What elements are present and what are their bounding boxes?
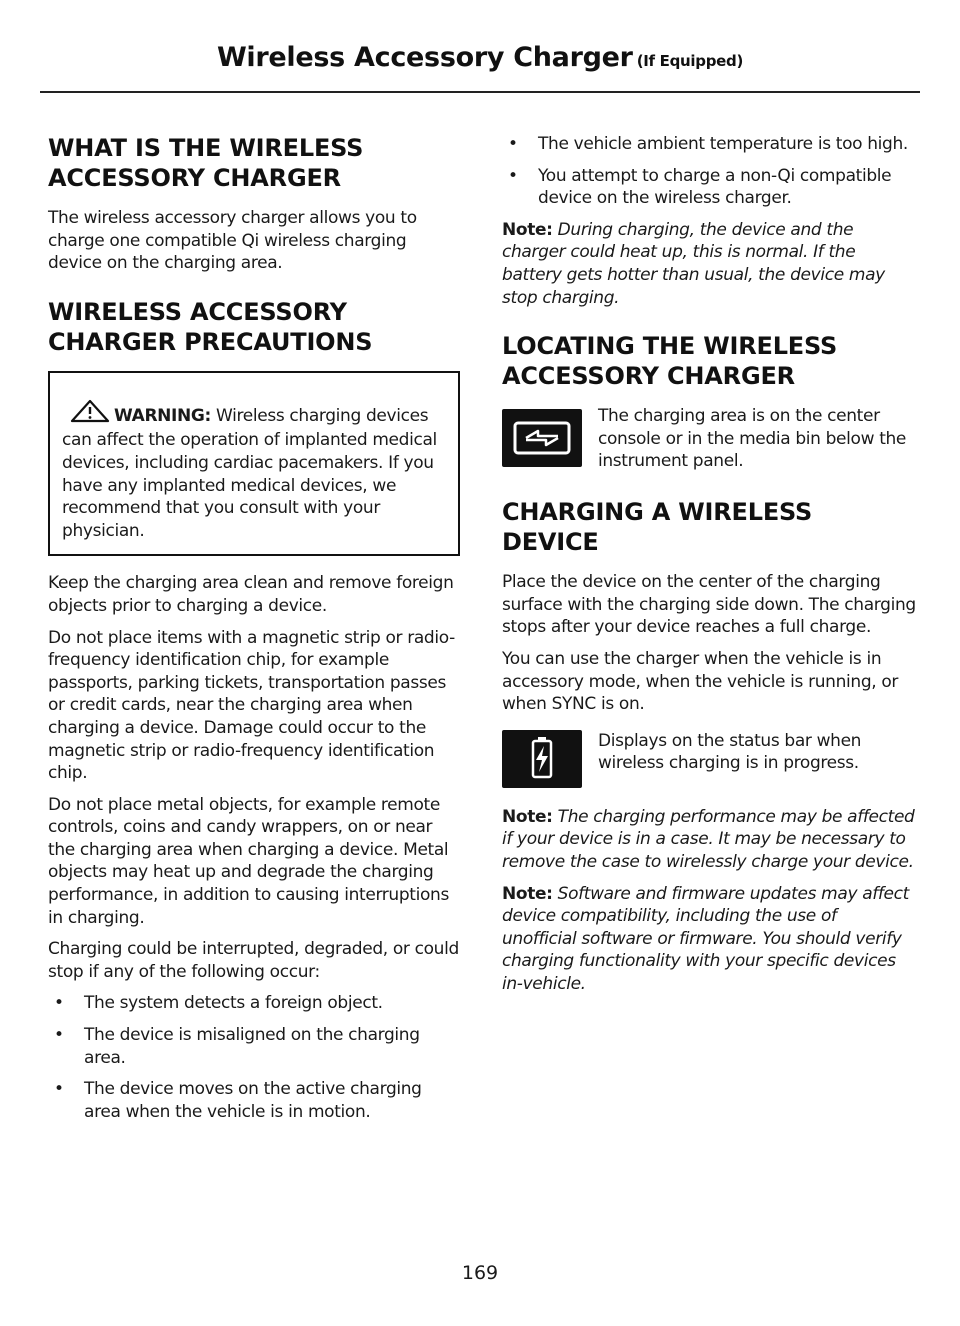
header-subtitle: (If Equipped): [636, 52, 744, 70]
header-title-text: Wireless Accessory Charger: [216, 42, 633, 73]
list-item: • The device is misaligned on the charging area.: [54, 1025, 420, 1068]
interruption-list: [48, 992, 460, 1123]
paragraph-use-charger: You can use the charger when the vehicle is in accessory mode, when the vehicle is running, or when SYNC is on.: [502, 648, 899, 715]
list-item: • The system detects a foreign object.: [54, 993, 383, 1014]
list-item: • You attempt to charge a non-Qi compatible device on the wireless charger.: [508, 165, 892, 209]
right-column: [502, 133, 916, 1004]
paragraph-magnetic-strip: Do not place items with a magnetic strip or radio-frequency identification chip, for example passports, parking tickets, transportation passes or credit cards, near the charging area when charging a device. Damage could occur to the magnetic strip or radio-frequency identification chip.: [48, 627, 455, 784]
section-heading-precautions: WIRELESS ACCESSORY CHARGER PRECAUTIONS: [48, 297, 373, 356]
warning-triangle-icon: [70, 399, 110, 430]
left-column: [48, 133, 460, 1132]
locate-text: The charging area is on the center console or in the media bin below the instrument panel.: [598, 406, 907, 472]
section-heading-what-is: WHAT IS THE WIRELESS ACCESSORY CHARGER: [48, 134, 364, 192]
paragraph-place-device: Place the device on the center of the charging surface with the charging side down. The charging stops after your device reaches a full charge.: [502, 572, 916, 638]
paragraph-metal-objects: Do not place metal objects, for example remote controls, coins and candy wrappers, on or near the charging area when charging a device. Metal objects may heat up and degrade the charging performance, in addition to causing interruptions in charging.: [48, 794, 449, 928]
header-divider: [40, 91, 920, 93]
battery-charging-icon: [502, 730, 582, 788]
interruption-list-continued: [502, 133, 916, 210]
section-heading-charging: CHARGING A WIRELESS DEVICE: [502, 498, 813, 557]
wireless-charger-icon: [502, 409, 582, 467]
note-software: Note: Software and firmware updates may affect device compatibility, including the use of unofficial software or firmware. You should verify charging functionality with your specific devices in-vehicle.: [502, 883, 909, 994]
note-case: Note: The charging performance may be affected if your device is in a case. It may be necessary to remove the case to wirelessly charge your device.: [502, 806, 915, 872]
status-text: Displays on the status bar when wireless charging is in progress.: [598, 730, 862, 774]
list-item: • The device moves on the active charging area when the vehicle is in motion.: [54, 1079, 422, 1122]
warning-box: [48, 371, 460, 557]
section-heading-locating: LOCATING THE WIRELESS ACCESSORY CHARGER: [502, 332, 838, 391]
intro-paragraph: The wireless accessory charger allows you to charge one compatible Qi wireless charging device on the charging area.: [48, 208, 417, 274]
note-heat: Note: During charging, the device and the charger could heat up, this is normal. If the battery gets hotter than usual, the device may stop charging.: [502, 219, 885, 308]
warning-label: WARNING:: [114, 405, 211, 426]
paragraph-keep-clean: Keep the charging area clean and remove foreign objects prior to charging a device.: [48, 573, 454, 616]
page-number: 169: [461, 1262, 499, 1284]
paragraph-interruptions: Charging could be interrupted, degraded, or could stop if any of the following occur:: [48, 939, 459, 982]
page-header-title: [0, 42, 960, 73]
list-item: • The vehicle ambient temperature is too high.: [508, 134, 908, 154]
status-row: [502, 730, 916, 792]
warning-text: Wireless charging devices can affect the operation of implanted medical devices, including cardiac pacemakers. If you have any implanted medical devices, we recommend that you consult with your physician.: [62, 405, 437, 541]
locate-row: [502, 405, 916, 475]
